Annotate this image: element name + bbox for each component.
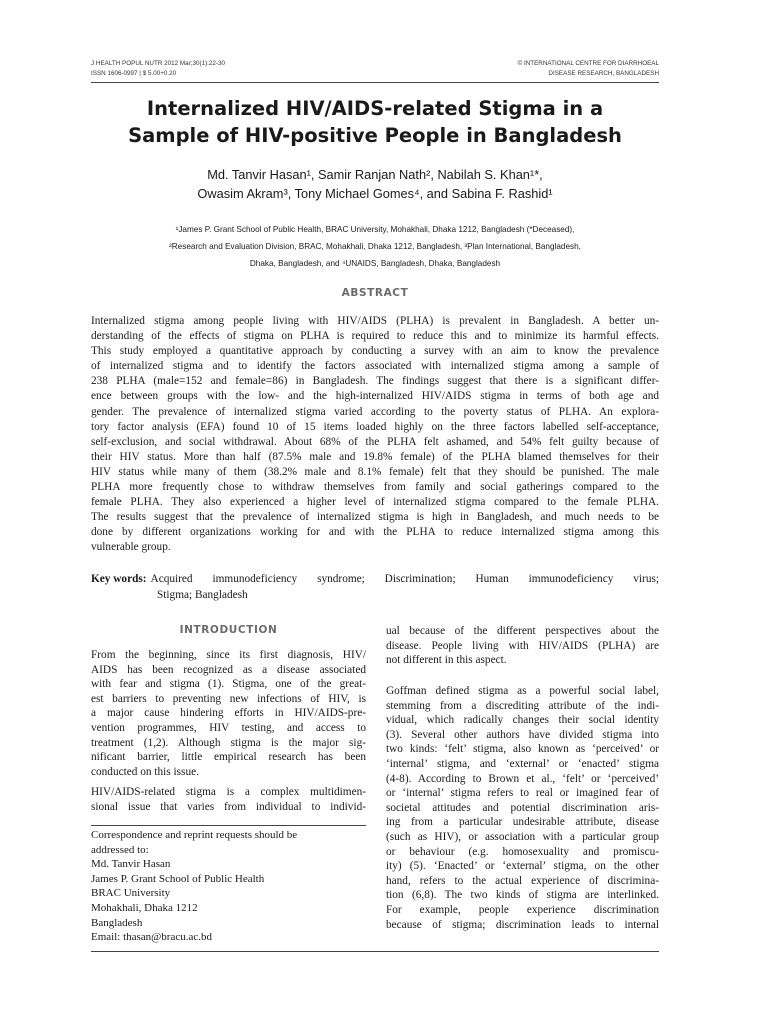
affiliation-line: ¹James P. Grant School of Public Health, BRAC University, Mohakhali, Dhaka 1212, Bangladesh (*Deceased), xyxy=(175,225,575,234)
abstract-heading: ABSTRACT xyxy=(341,287,409,299)
text-line: (3). Several other authors have divided stigma into xyxy=(386,728,659,741)
author-list xyxy=(91,165,659,203)
affiliation-line: Dhaka, Bangladesh, and ⁴UNAIDS, Bangladesh, Dhaka, Bangladesh xyxy=(249,259,501,268)
text-line: stemming from a discrediting attribute of the indi- xyxy=(386,699,659,712)
header-divider xyxy=(91,82,659,83)
text-line: conducted on this issue. xyxy=(91,765,199,778)
text-line: two kinds: ‘felt’ stigma, also known as ‘perceived’ or xyxy=(386,743,659,756)
text-line: or behaviour (e.g. homosexuality and promiscu- xyxy=(386,845,659,858)
journal-citation-line: J HEALTH POPUL NUTR 2012 Mar;30(1):22-30 xyxy=(91,60,226,67)
abstract-line: ence between groups with the low- and the high-internalized HIV/AIDS stigma in terms of both age and xyxy=(91,390,659,403)
abstract-line: derstanding of the effects of stigma on PLHA is required to reduce this and to minimize its harmful effects. xyxy=(91,330,659,343)
text-line: with fear and stigma (1). Stigma, one of the great- xyxy=(91,678,366,691)
abstract-line: gender. The prevalence of internalized stigma varied according to the poverty status of PLHA. An explora- xyxy=(91,405,659,418)
author-line: Owasim Akram³, Tony Michael Gomes⁴, and Sabina F. Rashid¹ xyxy=(197,186,553,201)
keywords xyxy=(91,572,659,603)
correspondence-line: Md. Tanvir Hasan xyxy=(91,858,171,871)
introduction-heading: INTRODUCTION xyxy=(179,624,278,636)
publisher-line: DISEASE RESEARCH, BANGLADESH xyxy=(548,70,659,77)
correspondence-line: Mohakhali, Dhaka 1212 xyxy=(91,901,198,914)
title-line: Sample of HIV-positive People in Bangladesh xyxy=(128,124,622,147)
text-line: ‘internal’ stigma, and ‘external’ or ‘enacted’ stigma xyxy=(386,757,659,770)
text-line: because of stigma; discrimination leads to internal xyxy=(386,918,659,931)
abstract-line: The results suggest that the prevalence of internalized stigma is high in Bangladesh, and much needs to be xyxy=(91,511,659,524)
text-line: tion (6,8). The two kinds of stigma are interlinked. xyxy=(386,889,659,902)
title-line: Internalized HIV/AIDS-related Stigma in a xyxy=(146,97,604,120)
text-line: Goffman defined stigma as a powerful social label, xyxy=(386,685,659,697)
footer-divider xyxy=(91,951,659,952)
intro-paragraph xyxy=(91,648,366,779)
correspondence-line: Correspondence and reprint requests should be xyxy=(91,829,298,841)
keywords-text: Stigma; Bangladesh xyxy=(157,588,248,601)
text-line: a major cause hindering efforts in HIV/AIDS-pre- xyxy=(91,707,366,720)
publisher-notice xyxy=(470,59,659,79)
intro-paragraph xyxy=(386,624,659,668)
abstract-line: This study employed a quantitative approach by conducting a survey with an aim to know the prevalence xyxy=(91,345,659,358)
text-line: treatment (1,2). Although stigma is the major sig- xyxy=(91,736,366,749)
text-line: (4-8). According to Brown et al., ‘felt’ or ‘perceived’ xyxy=(386,772,659,785)
affiliations xyxy=(91,221,659,272)
abstract-line: done by different organizations working for and with the PLHA to reduce internalized stigma among this xyxy=(91,526,659,539)
text-line: (such as HIV), or association with a particular group xyxy=(386,830,659,843)
intro-paragraph xyxy=(386,684,659,932)
text-line: HIV/AIDS-related stigma is a complex multidimen- xyxy=(91,786,366,798)
text-line: ual because of the different perspectives about the xyxy=(386,625,659,637)
intro-paragraph xyxy=(91,785,366,814)
text-line: vention programmes, HIV testing, and access to xyxy=(91,721,366,734)
correspondence-divider xyxy=(91,825,366,826)
correspondence-line: addressed to: xyxy=(91,843,149,856)
correspondence-email[interactable]: Email: thasan@bracu.ac.bd xyxy=(91,931,212,944)
paper-title xyxy=(91,95,659,149)
text-line: AIDS has been recognized as a disease associated xyxy=(91,663,366,676)
abstract-line: HIV status while many of them (38.2% male and 8.1% female) felt that they should be punished. The male xyxy=(91,465,659,478)
journal-citation xyxy=(91,59,351,79)
correspondence-line: BRAC University xyxy=(91,887,171,900)
keywords-text: Acquired immunodeficiency syndrome; Discrimination; Human immunodeficiency virus; xyxy=(150,573,659,585)
abstract-line: of internalized stigma and to identify the factors associated with internalized stigma among a sample of xyxy=(91,360,659,373)
abstract-line: their HIV status. More than half (87.5% male and 19.8% female) of the PLHA blamed themselves for their xyxy=(91,450,659,463)
text-line: disease. People living with HIV/AIDS (PLHA) are xyxy=(386,639,659,652)
text-line: societal attitudes and potential discrimination aris- xyxy=(386,801,659,814)
text-line: sional issue that varies from individual to individ- xyxy=(91,800,366,813)
abstract-body xyxy=(91,314,659,556)
abstract-line: Internalized stigma among people living with HIV/AIDS (PLHA) is prevalent in Bangladesh. A better un- xyxy=(91,315,659,327)
abstract-line: female PLHA. They also experienced a higher level of internalized stigma compared to the female PLHA. xyxy=(91,496,659,509)
abstract-line: PLHA more frequently chose to withdraw themselves from family and social gatherings compared to the xyxy=(91,481,659,494)
text-line: hand, refers to the actual experience of discrimina- xyxy=(386,874,659,887)
affiliation-line: ²Research and Evaluation Division, BRAC, Mohakhali, Dhaka 1212, Bangladesh, ³Plan International, Bangladesh, xyxy=(169,242,581,251)
text-line: ity) (5). ‘Enacted’ or ‘external’ stigma, on the other xyxy=(386,860,659,873)
text-line: not different in this aspect. xyxy=(386,654,507,667)
abstract-line: 238 PLHA (male=152 and female=86) in Bangladesh. The findings suggest that there is a significant differ- xyxy=(91,375,659,388)
abstract-line: tory factor analysis (EFA) found 10 of 15 items loaded highly on the three factors labelled self-acceptance, xyxy=(91,420,659,433)
abstract-line: vulnerable group. xyxy=(91,541,171,554)
correspondence-block xyxy=(91,828,366,945)
text-line: ing from a particular undesirable attribute, disease xyxy=(386,816,659,829)
correspondence-line: James P. Grant School of Public Health xyxy=(91,872,265,885)
publisher-line: © INTERNATIONAL CENTRE FOR DIARRHOEAL xyxy=(517,60,659,67)
text-line: nificant barrier, little empirical research has been xyxy=(91,751,366,764)
journal-issn-line: ISSN 1606-0997 | $ 5.00+0.20 xyxy=(91,70,177,77)
author-line: Md. Tanvir Hasan¹, Samir Ranjan Nath², Nabilah S. Khan¹*, xyxy=(207,167,543,182)
correspondence-line: Bangladesh xyxy=(91,916,143,929)
text-line: est barriers to preventing new infections of HIV, is xyxy=(91,692,366,705)
keywords-label: Key words: xyxy=(91,573,147,585)
text-line: vidual, which radically changes their social identity xyxy=(386,714,659,727)
text-line: For example, people experience discrimination xyxy=(386,903,659,916)
text-line: or ‘internal’ stigma refers to real or imagined fear of xyxy=(386,787,659,800)
text-line: From the beginning, since its first diagnosis, HIV/ xyxy=(91,649,366,661)
abstract-line: self-exclusion, and social withdrawal. About 68% of the PLHA felt ashamed, and 54% felt guilty because of xyxy=(91,435,659,448)
